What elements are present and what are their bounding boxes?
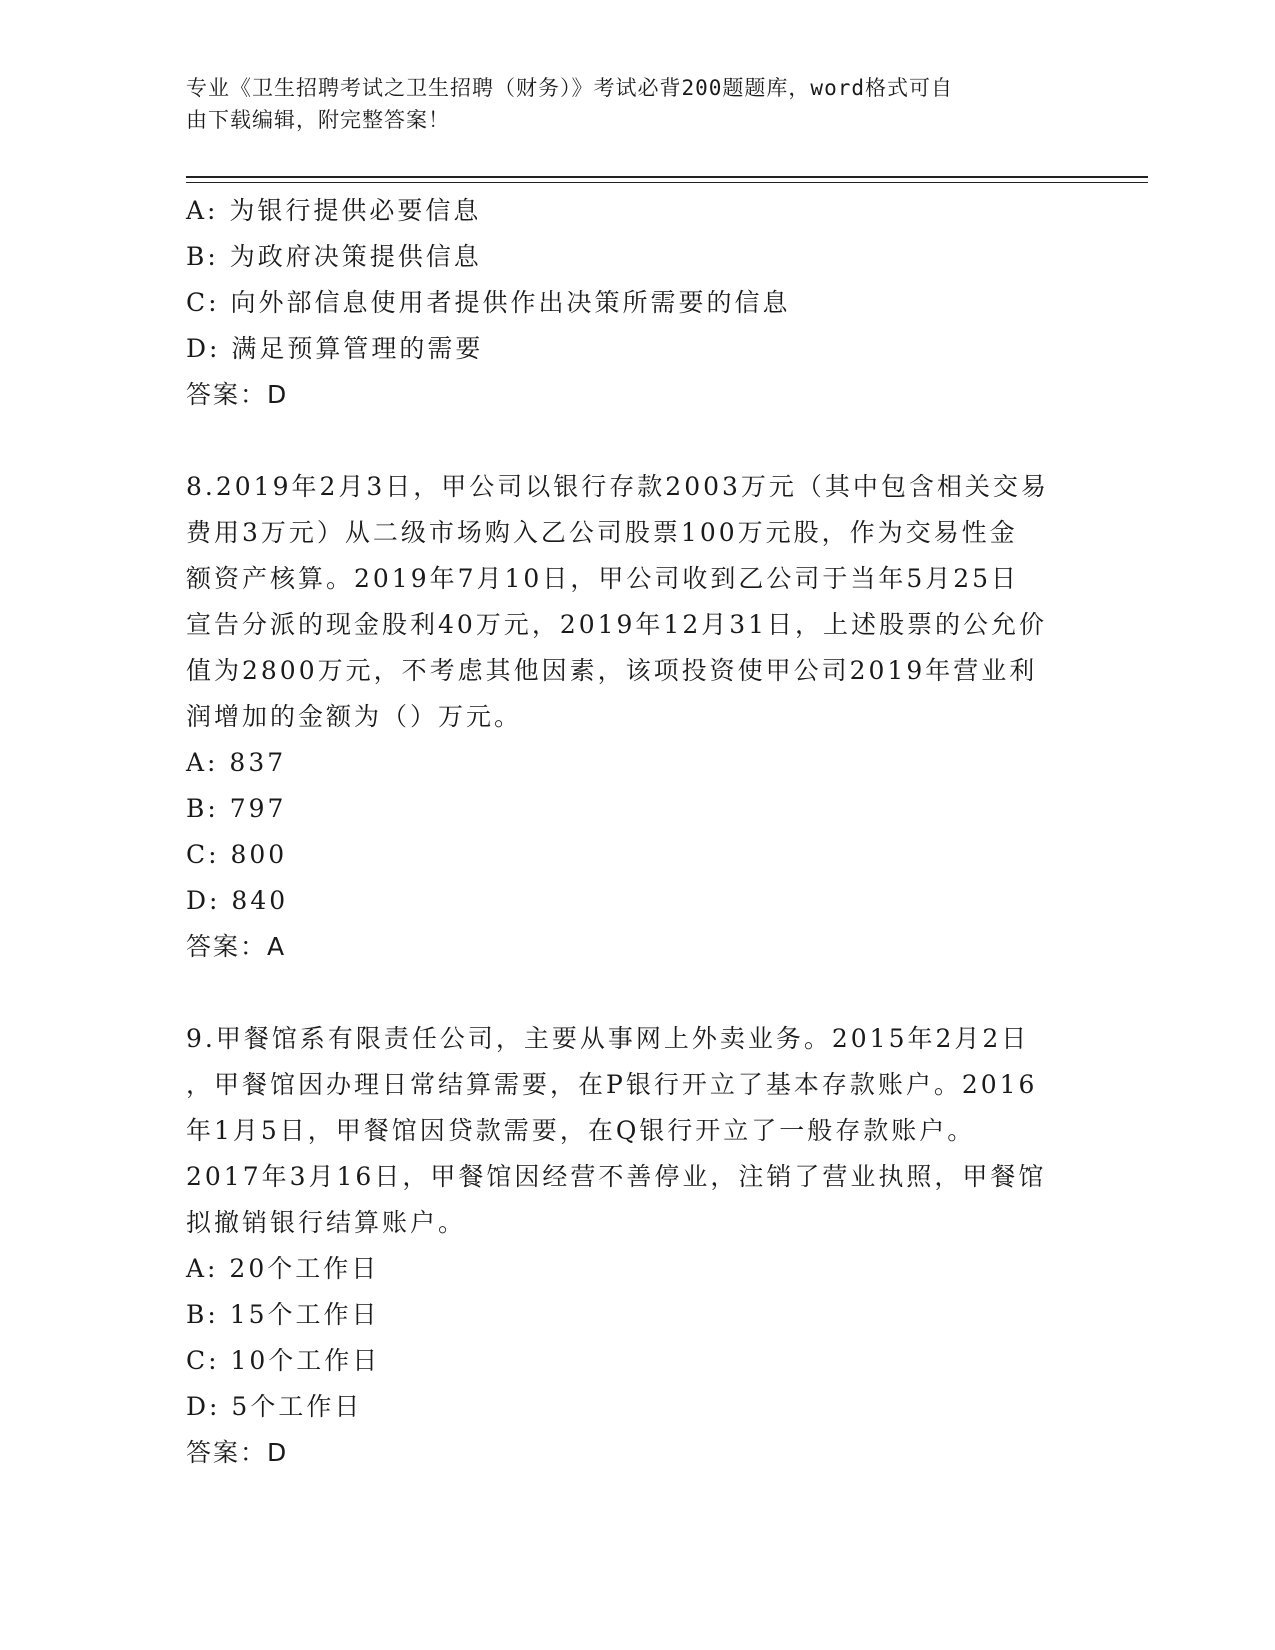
q9-text-line: ，甲餐馆因办理日常结算需要，在P银行开立了基本存款账户。2016	[186, 1070, 1038, 1099]
q8-text-line: 润增加的金额为（）万元。	[186, 702, 523, 731]
q7-option-c: C: 向外部信息使用者提供作出决策所需要的信息	[186, 288, 791, 317]
question-7	[186, 188, 1066, 418]
spacer	[186, 970, 1066, 1016]
header-line-2: 由下载编辑，附完整答案！	[186, 108, 450, 132]
q8-answer: 答案：A	[186, 932, 287, 961]
q9-option-c: C: 10个工作日	[186, 1346, 381, 1375]
q8-option-a: A: 837	[186, 748, 287, 777]
question-8	[186, 464, 1066, 970]
q8-text-line: 宣告分派的现金股利40万元，2019年12月31日，上述股票的公允价	[186, 610, 1048, 639]
header-line-1: 专业《卫生招聘考试之卫生招聘（财务）》考试必背200题题库，word格式可自	[186, 76, 953, 100]
q7-answer: 答案：D	[186, 380, 289, 409]
q8-text-line: 值为2800万元，不考虑其他因素，该项投资使甲公司2019年营业利	[186, 656, 1038, 685]
q8-option-c: C: 800	[186, 840, 288, 869]
q8-option-d: D: 840	[186, 886, 289, 915]
q9-text-line: 年1月5日，甲餐馆因贷款需要，在Q银行开立了一般存款账户。	[186, 1116, 976, 1145]
q7-option-b: B: 为政府决策提供信息	[186, 242, 482, 271]
q8-text-line: 额资产核算。2019年7月10日，甲公司收到乙公司于当年5月25日	[186, 564, 1020, 593]
header-divider-thin	[186, 182, 1148, 183]
q8-text-line: 8.2019年2月3日，甲公司以银行存款2003万元（其中包含相关交易	[186, 472, 1049, 501]
document-header	[186, 72, 1066, 136]
q9-text-line: 拟撤销银行结算账户。	[186, 1208, 467, 1237]
q8-text-line: 费用3万元）从二级市场购入乙公司股票100万元股，作为交易性金	[186, 518, 1018, 547]
q9-option-d: D: 5个工作日	[186, 1392, 363, 1421]
q9-option-a: A: 20个工作日	[186, 1254, 380, 1283]
spacer	[186, 418, 1066, 464]
header-divider-thick	[186, 176, 1148, 178]
question-9	[186, 1016, 1066, 1476]
q7-option-d: D: 满足预算管理的需要	[186, 334, 484, 363]
q9-answer: 答案：D	[186, 1438, 289, 1467]
q8-option-b: B: 797	[186, 794, 287, 823]
q7-option-a: A: 为银行提供必要信息	[186, 196, 482, 225]
q9-text-line: 9.甲餐馆系有限责任公司，主要从事网上外卖业务。2015年2月2日	[186, 1024, 1030, 1053]
q9-text-line: 2017年3月16日，甲餐馆因经营不善停业，注销了营业执照，甲餐馆	[186, 1162, 1047, 1191]
q9-option-b: B: 15个工作日	[186, 1300, 380, 1329]
question-content	[186, 188, 1066, 1476]
